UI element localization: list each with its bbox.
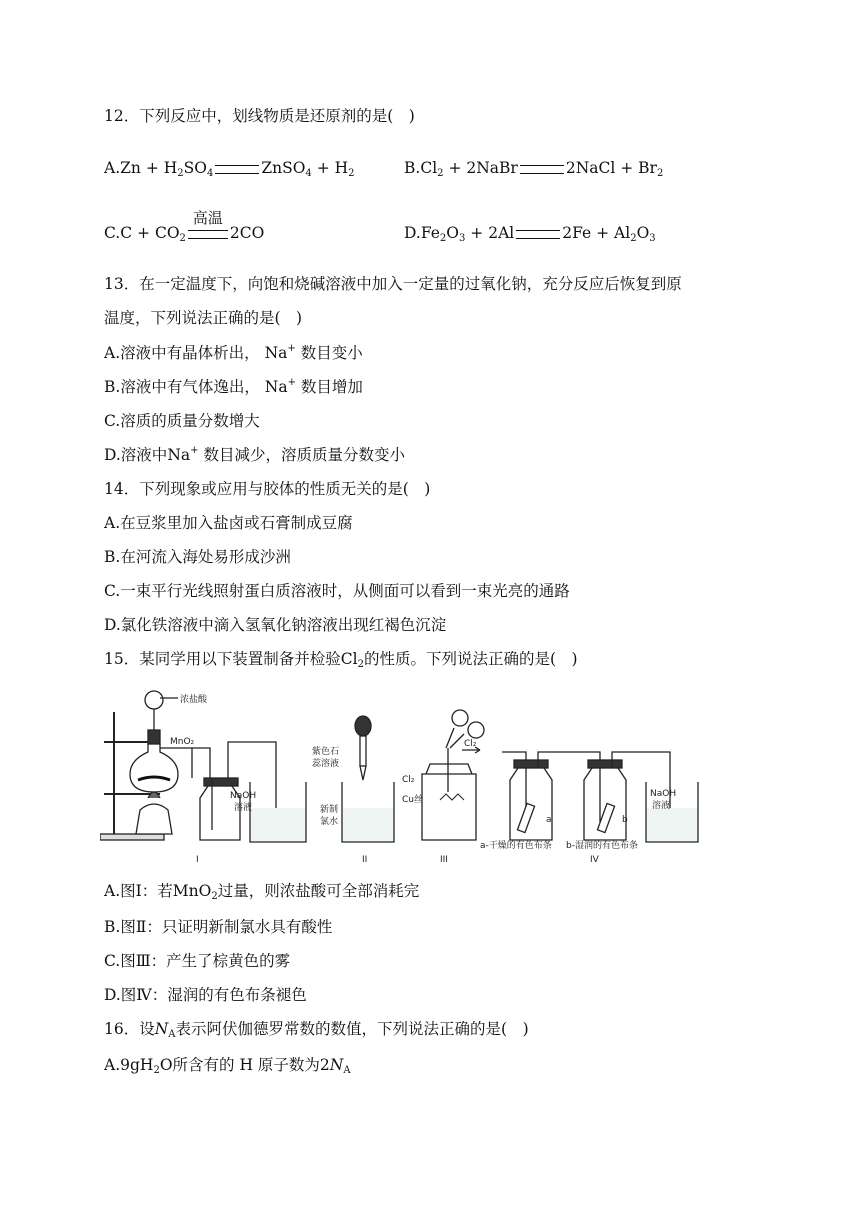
q14-stem: 14．下列现象或应用与胶体的性质无关的是( ) [104,480,431,498]
q13-stem-line1: 13．在一定温度下，向饱和烧碱溶液中加入一定量的过氧化钠，充分反应后恢复到原 [104,275,682,293]
figure-label-3: III [440,855,448,865]
q15-option-a[interactable]: A.图Ⅰ：若MnO$_2$过量，则浓盐酸可全部消耗完 [104,882,420,902]
q15-option-c[interactable]: C.图Ⅲ：产生了棕黄色的雾 [104,952,291,970]
q12-option-a[interactable]: $A.Zn + H_2SO_4$ ZnSO$_4$ + $H_2$ [104,159,355,179]
equals-sign [516,230,560,239]
label-litmus-1: 紫色石 [312,747,340,757]
equals-sign [520,165,564,174]
figure-label-1: I [196,855,199,865]
q13-option-b[interactable]: B.溶液中有气体逸出， Na+ 数目增加 [104,377,363,396]
label-chlorine-water-1: 新制 [320,805,339,815]
equals-sign-with-condition [188,208,228,239]
q14-option-c[interactable]: C.一束平行光线照射蛋白质溶液时，从侧面可以看到一束光亮的通路 [104,582,570,600]
label-cl2-jar: Cl₂ [402,775,415,785]
label-cu-wire: Cu丝 [402,795,423,805]
q14-option-b[interactable]: B.在河流入海处易形成沙洲 [104,548,291,566]
q16-option-a[interactable]: $A.9gH_2O$所含有的 H 原子数为$2N_A$ [104,1056,351,1076]
label-a: a [546,815,552,825]
q13-option-c[interactable]: C.溶质的质量分数增大 [104,412,260,430]
equals-sign [215,165,259,174]
label-chlorine-water-2: 氯水 [320,817,339,827]
q15-option-b[interactable]: B.图Ⅱ：只证明新制氯水具有酸性 [104,918,333,936]
q12-option-d[interactable]: $D.Fe_2O_3 + 2Al$ $2Fe + Al_2O_3$ [404,224,656,244]
figure-label-4: IV [590,855,599,865]
label-dry-cloth: a-干燥的有色布条 [480,841,552,851]
q15-stem: 15．某同学用以下装置制备并检验$Cl_2$的性质。下列说法正确的是( ) [104,650,578,670]
q13-option-d[interactable]: D.溶液中Na+ 数目减少，溶质质量分数变小 [104,445,405,464]
q13-stem-line2: 温度，下列说法正确的是( ) [104,309,303,327]
label-wet-cloth: b-湿润的有色布条 [566,841,638,851]
q12-option-b[interactable]: $B.Cl_2$ + 2NaBr 2NaCl + $Br_2$ [404,159,664,179]
label-litmus-2: 蕊溶液 [312,759,340,769]
figure-label-2: II [362,855,368,865]
q12-option-c[interactable]: $C.C + CO_2$ 高温 2CO [104,208,265,244]
label-solution-1: 溶液 [234,803,253,813]
q12-stem: 12．下列反应中，划线物质是还原剂的是( ) [104,107,415,125]
label-conc-hcl: 浓盐酸 [180,695,208,705]
q16-stem: 16．设$N_A$表示阿伏伽德罗常数的数值，下列说法正确的是( ) [104,1020,529,1040]
q13-option-a[interactable]: A.溶液中有晶体析出， Na+ 数目变小 [104,343,363,362]
q14-option-d[interactable]: D.氯化铁溶液中滴入氢氧化钠溶液出现红褐色沉淀 [104,616,447,634]
label-mno2: MnO₂ [170,737,195,747]
q14-option-a[interactable]: A.在豆浆里加入盐卤或石膏制成豆腐 [104,514,353,532]
label-b: b [622,815,628,825]
reaction-condition: 高温 [192,208,223,227]
label-solution-2: 溶液 [652,801,671,811]
apparatus-figure [100,682,710,870]
label-naoh-1: NaOH [230,791,257,801]
label-cl2-arrow: Cl₂ [464,739,477,749]
q15-option-d[interactable]: D.图Ⅳ：湿润的有色布条褪色 [104,986,307,1004]
label-naoh-2: NaOH [650,789,677,799]
